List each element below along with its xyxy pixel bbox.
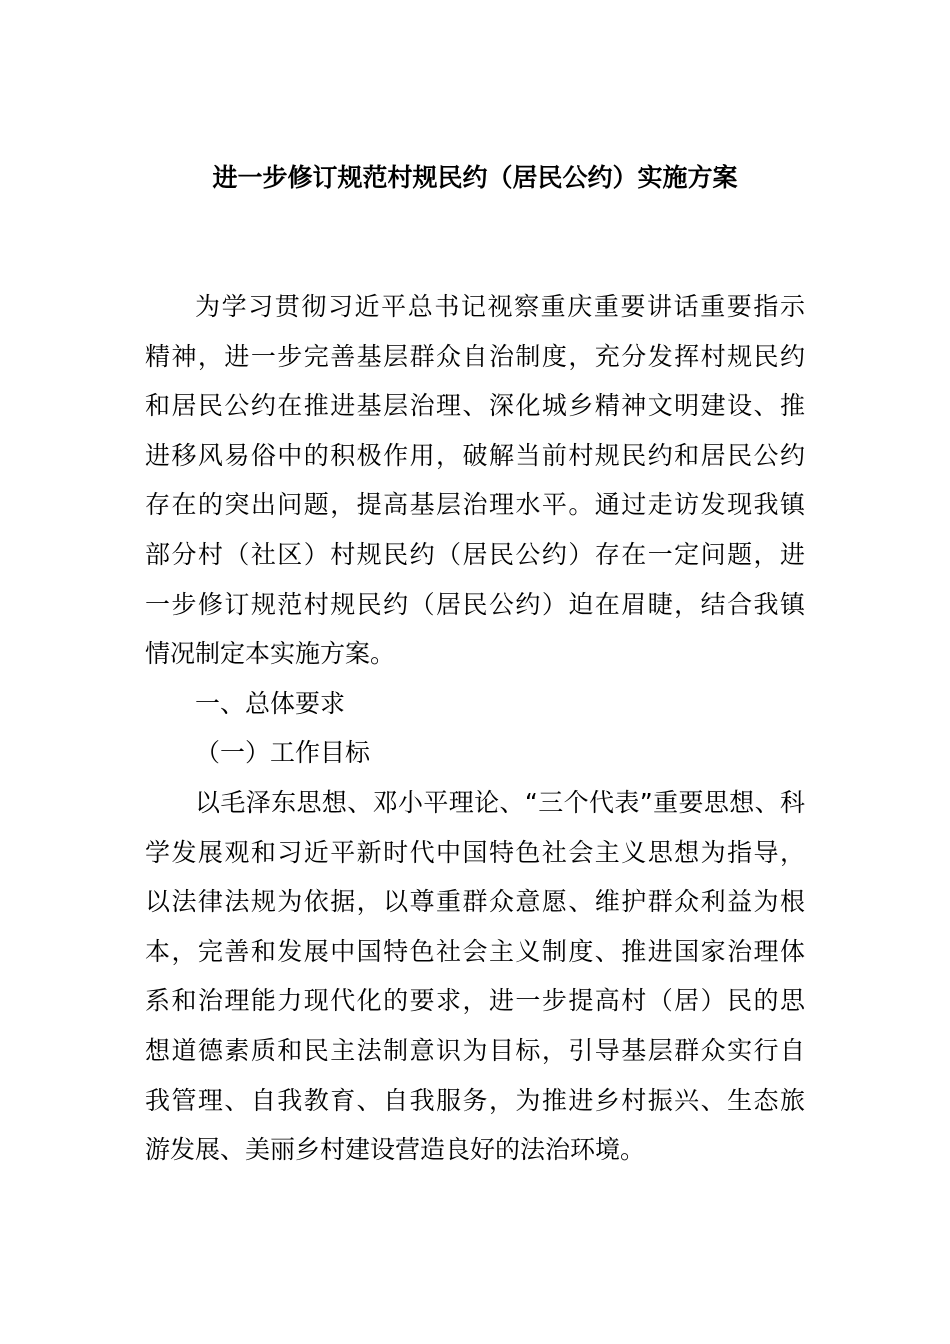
- paragraph-line: 一步修订规范村规民约（居民公约）迫在眉睫，结合我镇: [145, 589, 805, 619]
- paragraph-line: 系和治理能力现代化的要求，进一步提高村（居）民的思: [145, 986, 805, 1016]
- paragraph-line: 为学习贯彻习近平总书记视察重庆重要讲话重要指示: [195, 292, 805, 321]
- paragraph-line: 存在的突出问题，提高基层治理水平。通过走访发现我镇: [145, 490, 805, 520]
- document-body: [145, 282, 805, 1175]
- paragraph-line: 精神，进一步完善基层群众自治制度，充分发挥村规民约: [145, 341, 805, 371]
- subsection-heading: （一）工作目标: [195, 738, 371, 768]
- paragraph-line: 以毛泽东思想、邓小平理论、“三个代表”重要思想、科: [195, 787, 805, 817]
- paragraph-line: 游发展、美丽乡村建设营造良好的法治环境。: [145, 1135, 646, 1165]
- paragraph-line: 部分村（社区）村规民约（居民公约）存在一定问题，进: [145, 539, 805, 569]
- goal-paragraph: [145, 778, 805, 1175]
- paragraph-line: 和居民公约在推进基层治理、深化城乡精神文明建设、推: [145, 391, 805, 421]
- paragraph-line: 以法律法规为依据，以尊重群众意愿、维护群众利益为根: [145, 887, 805, 917]
- paragraph-line: 我管理、自我教育、自我服务，为推进乡村振兴、生态旅: [145, 1085, 805, 1115]
- paragraph-line: 进移风易俗中的积极作用，破解当前村规民约和居民公约: [145, 440, 805, 470]
- paragraph-line: 本，完善和发展中国特色社会主义制度、推进国家治理体: [145, 936, 805, 966]
- intro-paragraph: [145, 282, 805, 679]
- paragraph-line: 情况制定本实施方案。: [145, 639, 396, 669]
- section-heading: 一、总体要求: [195, 688, 346, 718]
- paragraph-line: 学发展观和习近平新时代中国特色社会主义思想为指导，: [145, 837, 805, 867]
- paragraph-line: 想道德素质和民主法制意识为目标，引导基层群众实行自: [145, 1035, 805, 1065]
- document-title: 进一步修订规范村规民约（居民公约）实施方案: [212, 163, 738, 192]
